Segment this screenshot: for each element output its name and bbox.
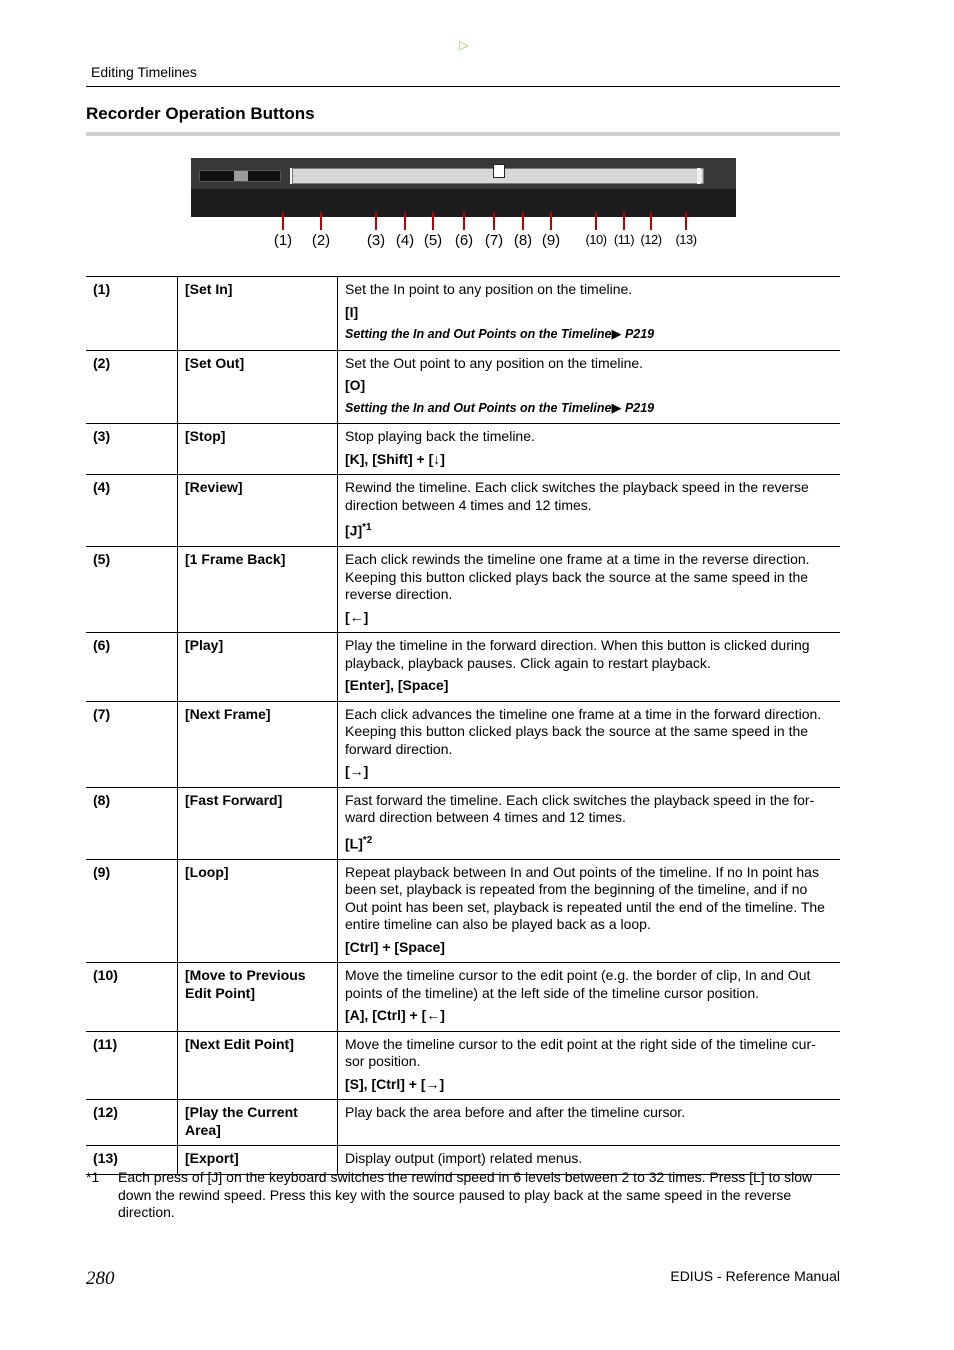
row-description: Set the In point to any position on the timeline. [345,281,633,297]
row-shortcut [345,304,833,322]
row-details [338,424,841,475]
footnote-text: Each press of [J] on the keyboard switches the rewind speed in 6 levels between 2 to 32 times. Press [L] to slow down the rewind speed. Press this key with the source paused to play back at the same speed in the reverse direction. [118,1169,813,1220]
frame-back-icon: ◁| [426,38,440,52]
row-description: Move the timeline cursor to the edit point at the right side of the timeline cur-sor position. [345,1035,816,1070]
table-row [86,859,840,963]
reference-page: P219 [624,327,655,341]
row-number: (1) [86,277,178,351]
row-number: (13) [86,1146,178,1175]
row-description: Play the timeline in the forward direction. When this button is clicked during playback, playback pauses. Click again to restart playback. [345,637,810,671]
row-description: Each click rewinds the timeline one frame at a time in the reverse direction. Keeping this button clicked plays back the source at the same speed in the reverse direction. [345,551,810,603]
slider-right-cap [697,168,701,184]
table-row [86,350,840,424]
row-button-name: [Set In] [178,277,338,351]
row-button-name: [Export] [178,1146,338,1175]
row-shortcut [345,1076,833,1094]
play-current-area-icon: ▸[▸ [642,38,660,52]
footnote-ref: *2 [362,834,373,846]
callout-line [375,212,377,230]
callout-number: (10) [585,232,607,247]
row-number: (10) [86,963,178,1032]
row-description: Each click advances the timeline one frame at a time in the forward direction. Keeping this button clicked plays back the source at the same speed in the forward direction. [345,705,822,757]
callout-line [650,212,652,230]
row-number: (3) [86,424,178,475]
table-row [86,277,840,351]
next-edit-point-icon: →][ [614,38,634,52]
dropdown-arrow-icon: ▼ [337,43,343,51]
export-icon: ⎙ [681,38,691,52]
table-row [86,787,840,859]
row-shortcut [345,677,833,695]
dropdown-arrow-icon: ▼ [298,43,304,51]
shortcut-keys: [←] [345,608,369,625]
row-number: (5) [86,547,178,633]
recorder-toolbar-figure [191,158,736,217]
row-button-name: [Move to Previous Edit Point] [178,963,338,1032]
cross-reference-link[interactable] [345,325,833,344]
table-row [86,963,840,1032]
callout-line [685,212,687,230]
shuttle-slider [199,170,281,182]
row-number: (4) [86,475,178,547]
table-row [86,1031,840,1100]
row-button-name: [1 Frame Back] [178,547,338,633]
shuttle-knob [234,171,248,181]
row-number: (9) [86,859,178,963]
header-rule [86,86,840,87]
callout-number: (6) [454,232,474,249]
row-shortcut [345,763,833,781]
reference-title: Setting the In and Out Points on the Timeline [345,400,612,415]
row-number: (7) [86,701,178,787]
shortcut-keys: [L] [345,835,363,852]
operations-table [86,276,840,1175]
callout-line [522,212,524,230]
row-shortcut [345,832,833,853]
table-row [86,475,840,547]
row-details [338,1100,841,1146]
row-button-name: [Fast Forward] [178,787,338,859]
row-details [338,547,841,633]
set-out-icon: ¬ [315,38,327,52]
shortcut-keys: [I] [345,303,359,320]
callout-line [550,212,552,230]
set-in-icon: ⌐ [277,38,289,52]
callout-number: (4) [395,232,415,249]
row-shortcut [345,377,833,395]
stop-icon: ◻ [371,38,381,52]
row-description: Fast forward the timeline. Each click switches the playback speed in the for-ward direction between 4 times and 12 times. [345,791,815,826]
table-row [86,1100,840,1146]
row-shortcut [345,939,833,957]
row-details [338,963,841,1032]
row-button-name: [Next Frame] [178,701,338,787]
reference-arrow-icon: ▶ [611,399,622,415]
play-icon: ▷ [459,38,469,52]
callout-number: (13) [675,232,697,247]
section-title: Recorder Operation Buttons [86,104,315,123]
callout-line [595,212,597,230]
slider-thumb [493,164,505,178]
fast-forward-icon: ▷▷ [513,38,533,52]
row-shortcut [345,519,833,540]
row-button-name: [Set Out] [178,350,338,424]
row-description: Display output (import) related menus. [345,1150,583,1167]
callout-number: (8) [513,232,533,249]
callout-line [432,212,434,230]
row-description: Repeat playback between In and Out points of the timeline. If no In point has been set, playback is repeated from the beginning of the timeline, and if no Out point has been set, playback is repeated until the end of the timeline. The entire timeline can also be played back as a loop. [345,863,825,933]
footnote-mark: *1 [86,1169,100,1185]
row-description: Rewind the timeline. Each click switches the playback speed in the reverse direction between 4 times and 12 times. [345,479,809,513]
table-row [86,547,840,633]
row-details [338,701,841,787]
callout-number: (7) [484,232,504,249]
row-details [338,277,841,351]
running-header: Editing Timelines [91,64,197,80]
row-details [338,787,841,859]
shortcut-keys: [Ctrl] + [Space] [345,938,445,955]
callout-line [404,212,406,230]
shortcut-keys: [Enter], [Space] [345,677,449,694]
callout-number: (11) [613,232,635,247]
callout-number: (9) [541,232,561,249]
table-row [86,701,840,787]
callout-number: (5) [423,232,443,249]
row-number: (2) [86,350,178,424]
shortcut-keys: [→] [345,763,369,780]
prev-edit-point-icon: ][← [586,38,606,52]
manual-name: EDIUS - Reference Manual [670,1268,840,1284]
row-number: (11) [86,1031,178,1100]
callout-line [282,212,284,230]
callout-number: (3) [366,232,386,249]
row-button-name: [Play] [178,633,338,702]
shortcut-keys: [O] [345,377,366,393]
callout-line [320,212,322,230]
row-shortcut [345,451,833,469]
dropdown-arrow-icon: ▼ [568,43,574,51]
shortcut-keys: [A], [Ctrl] + [←] [345,1007,445,1024]
dropdown-arrow-icon: ▼ [692,43,698,51]
reference-title: Setting the In and Out Points on the Timeline [345,327,612,341]
row-shortcut [345,1007,833,1025]
callout-line [463,212,465,230]
shortcut-keys: [J] [345,522,363,539]
callout-line [623,212,625,230]
row-button-name: [Stop] [178,424,338,475]
reference-arrow-icon: ▶ [611,326,622,341]
callout-number: (2) [311,232,331,249]
row-description: Set the Out point to any position on the timeline. [345,354,644,371]
next-frame-icon: |▷ [487,38,501,52]
row-details [338,350,841,424]
row-description: Play back the area before and after the timeline cursor. [345,1104,686,1121]
row-button-name: [Next Edit Point] [178,1031,338,1100]
callout-number: (12) [640,232,662,247]
callout-line [493,212,495,230]
section-rule [86,132,840,136]
row-details [338,633,841,702]
reference-page: P219 [624,400,655,415]
table-row [86,633,840,702]
table-row [86,424,840,475]
shortcut-keys: [K], [Shift] + [↓] [345,450,445,467]
row-details [338,859,841,963]
row-number: (6) [86,633,178,702]
row-details [338,1031,841,1100]
footnote-ref: *1 [362,522,372,533]
row-button-name: [Play the Current Area] [178,1100,338,1146]
page-number: 280 [86,1268,115,1289]
row-number: (8) [86,787,178,859]
dropdown-arrow-icon: ▼ [667,43,673,51]
row-number: (12) [86,1100,178,1146]
loop-icon: ⊡ [545,38,557,52]
row-description: Move the timeline cursor to the edit point (e.g. the border of clip, In and Out points of the timeline) at the left side of the timeline cursor position. [345,967,811,1001]
recorder-slider-area [191,158,736,189]
row-shortcut [345,609,833,627]
row-description: Stop playing back the timeline. [345,428,535,444]
row-details [338,475,841,547]
row-button-name: [Loop] [178,859,338,963]
row-button-name: [Review] [178,475,338,547]
shortcut-keys: [S], [Ctrl] + [→] [345,1075,445,1092]
cross-reference-link[interactable] [345,399,833,418]
callout-number: (1) [273,232,293,249]
rewind-icon: ◀◀ [395,38,415,52]
